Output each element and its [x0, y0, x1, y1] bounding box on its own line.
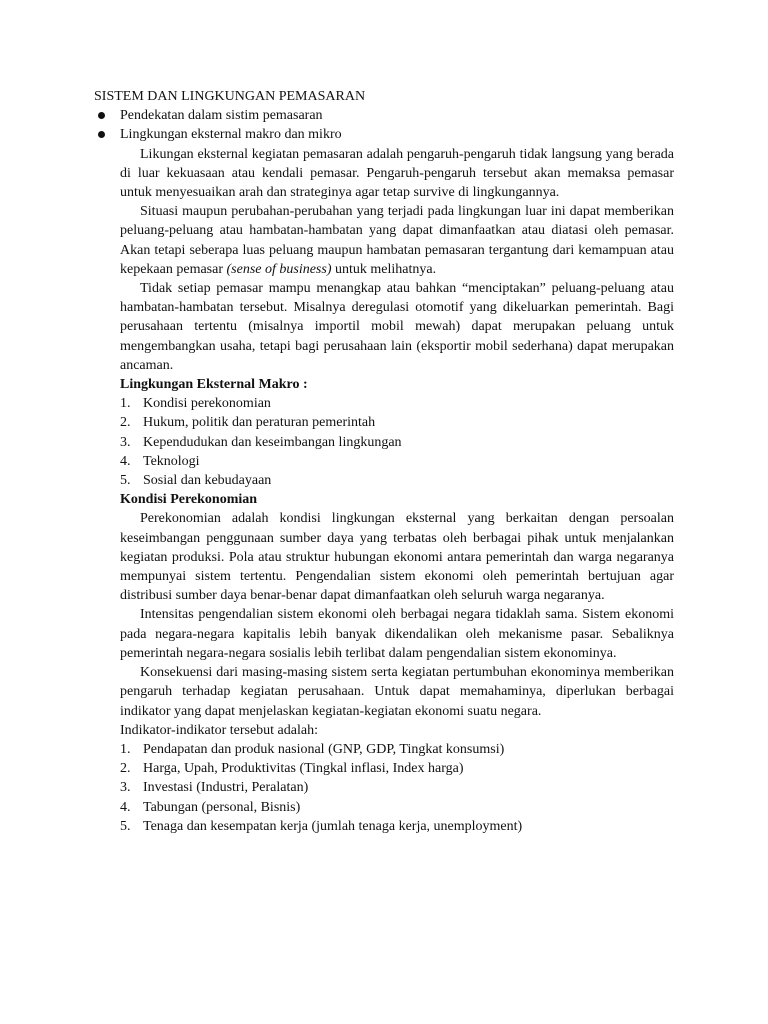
list-number: 1.: [120, 741, 131, 757]
list-item: [120, 740, 674, 759]
list-item: [120, 413, 674, 432]
list-number: 4.: [120, 799, 131, 815]
list-item: [120, 471, 674, 490]
sense-of-business-term: (sense of business): [226, 261, 332, 277]
list-item: [120, 433, 674, 452]
list-number: 3.: [120, 780, 131, 796]
kondisi-paragraph-1: Perekonomian adalah kondisi lingkungan eksternal yang berkaitan dengan persoalan keseimbangan penggunaan sumber daya yang terbatas oleh berbagai pihak untuk menjalankan kegiatan produksi. Pola atau struktur hubungan ekonomi antara pemerintah dan warga negaranya mempunyai sistem tertentu. Pengendalian sistem ekonomi oleh pemerintah bertujuan agar distribusi sumber daya benar-benar dapat dimanfaatkan oleh seluruh warga negaranya.: [120, 511, 674, 604]
bullet-dot-icon: [98, 112, 105, 119]
list-number: 2.: [120, 415, 131, 431]
list-text: Harga, Upah, Produktivitas (Tingkal inflasi, Index harga): [143, 761, 464, 777]
list-number: 2.: [120, 761, 131, 777]
kondisi-paragraph-3: Konsekuensi dari masing-masing sistem serta kegiatan pertumbuhan ekonominya memberikan pengaruh terhadap kegiatan perusahaan. Untuk dapat memahaminya, diperlukan berbagai indikator yang dapat menjelaskan kegiatan-kegiatan ekonomi suatu negara.: [120, 665, 674, 719]
intro-paragraph-2: [120, 202, 674, 279]
list-item: [120, 394, 674, 413]
bullet-text: Pendekatan dalam sistim pemasaran: [120, 108, 323, 124]
list-text: Kondisi perekonomian: [143, 396, 271, 412]
list-item: [120, 798, 674, 817]
list-text: Teknologi: [143, 453, 200, 469]
document-body: [94, 87, 674, 836]
list-number: 4.: [120, 453, 131, 469]
list-number: 5.: [120, 818, 131, 834]
list-number: 3.: [120, 434, 131, 450]
intro-paragraph-2-text: Situasi maupun perubahan-perubahan yang terjadi pada lingkungan luar ini dapat memberikan peluang-peluang atau hambatan-hambatan yang dapat dimanfaatkan atau diatasi oleh pemasar. Akan tetapi seberapa luas peluang maupun hambatan pemasaran tergantung dari kemampuan atau kepekaan pemasar: [120, 204, 674, 277]
kondisi-paragraph-2: Intensitas pengendalian sistem ekonomi oleh berbagai negara tidaklah sama. Sistem ekonomi pada negara-negara kapitalis lebih banyak dikendalikan oleh mekanisme pasar. Sebaliknya pemerintah negara-negara sosialis lebih terlibat dalam pengendalian sistem ekonominya.: [120, 607, 674, 661]
list-text: Tabungan (personal, Bisnis): [143, 799, 301, 815]
makro-heading: Lingkungan Eksternal Makro :: [120, 377, 308, 393]
list-number: 1.: [120, 396, 131, 412]
intro-paragraph-2-end: untuk melihatnya.: [331, 261, 437, 277]
list-item: [120, 817, 674, 836]
kondisi-heading: Kondisi Perekonomian: [120, 492, 258, 508]
intro-paragraph-1: Likungan eksternal kegiatan pemasaran adalah pengaruh-pengaruh tidak langsung yang berada di luar kekuasaan atau kendali pemasar. Pengaruh-pengaruh tersebut akan memaksa pemasar untuk menyesuaikan arah dan strateginya agar tetap survive di lingkungannya.: [120, 146, 674, 201]
list-text: Kependudukan dan keseimbangan lingkungan: [143, 434, 402, 450]
list-item: [120, 778, 674, 797]
bullet-list: [94, 106, 674, 144]
document-title: SISTEM DAN LINGKUNGAN PEMASARAN: [94, 89, 366, 104]
list-text: Tenaga dan kesempatan kerja (jumlah tenaga kerja, unemployment): [143, 818, 523, 834]
section-body: [120, 145, 674, 836]
indikator-list: [120, 740, 674, 836]
bullet-item: [94, 125, 674, 144]
bullet-dot-icon: [98, 131, 105, 138]
list-number: 5.: [120, 473, 131, 489]
list-item: [120, 759, 674, 778]
makro-list: [120, 394, 674, 490]
list-text: Pendapatan dan produk nasional (GNP, GDP, Tingkat konsumsi): [143, 741, 505, 757]
bullet-item: [94, 106, 674, 125]
indikator-intro: Indikator-indikator tersebut adalah:: [120, 722, 318, 738]
intro-paragraph-3: Tidak setiap pemasar mampu menangkap atau bahkan “menciptakan” peluang-peluang atau hambatan-hambatan tersebut. Misalnya deregulasi otomotif yang dikeluarkan pemerintah. Bagi perusahaan tertentu (misalnya importil mobil mewah) dapat merupakan peluang untuk mengembangkan usaha, tetapi bagi perusahaan lain (eksportir mobil sederhana) dapat merupakan ancaman.: [120, 281, 674, 373]
list-text: Hukum, politik dan peraturan pemerintah: [143, 415, 376, 431]
list-item: [120, 452, 674, 471]
bullet-text: Lingkungan eksternal makro dan mikro: [120, 127, 342, 143]
list-text: Sosial dan kebudayaan: [143, 473, 272, 489]
list-text: Investasi (Industri, Peralatan): [143, 780, 309, 796]
